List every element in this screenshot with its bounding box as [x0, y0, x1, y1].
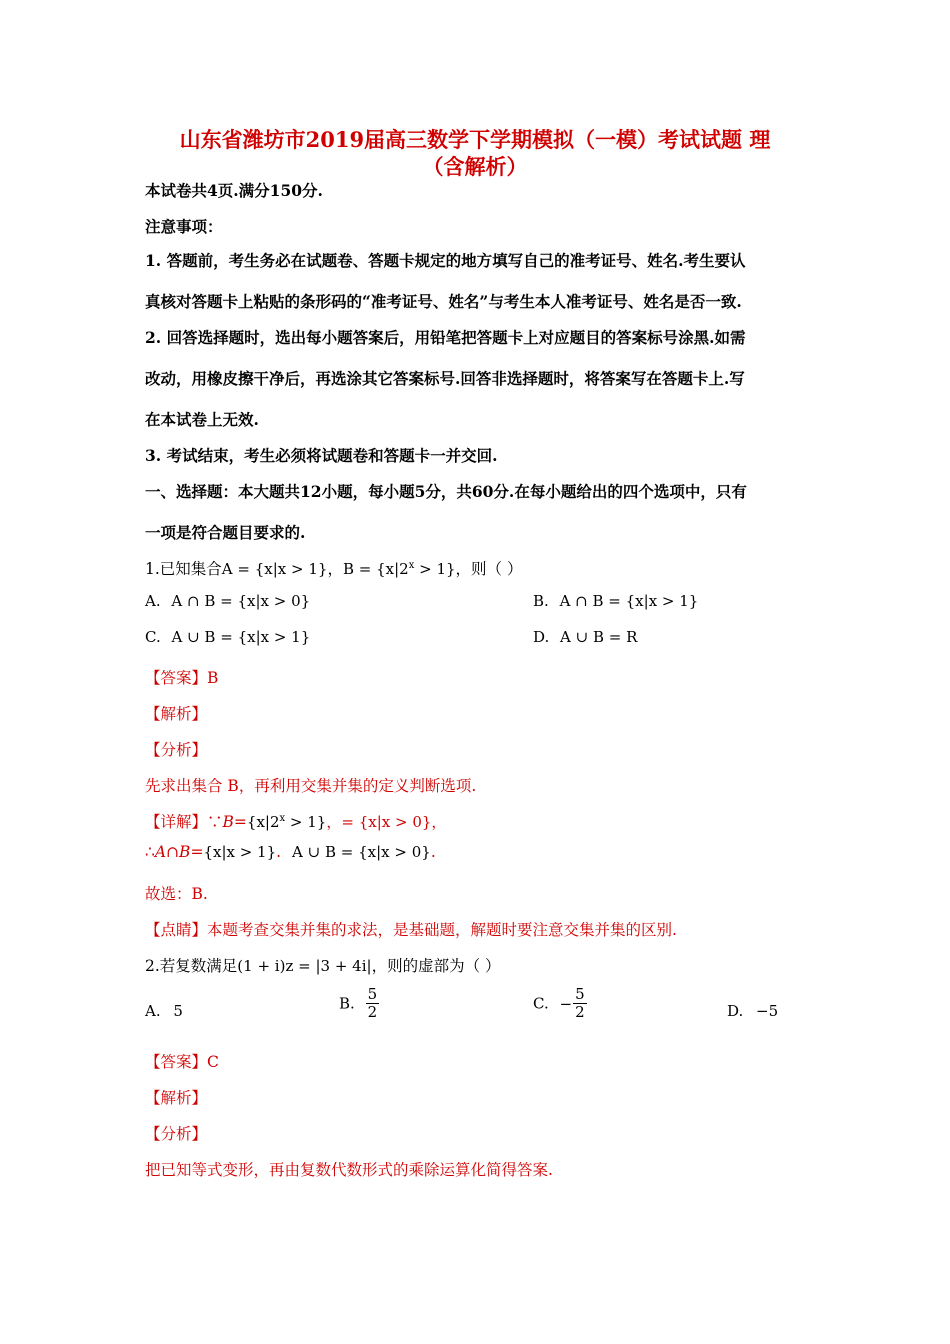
q1-option-a-label: A. [145, 592, 161, 610]
q1-detail-b: B= [222, 813, 247, 831]
notice-2-line-c: 在本试卷上无效. [145, 410, 259, 429]
q1-comment: 【点睛】本题考查交集并集的求法，是基础题，解题时要注意交集并集的区别. [145, 921, 677, 939]
q1-option-b-value: A ∩ B = {x|x > 1} [559, 592, 699, 610]
q1-detail-head: 【详解】∵ [145, 813, 223, 831]
q1-sep: ， [327, 560, 343, 578]
q1-set-b-post: > 1} [414, 560, 456, 578]
q1-set-a: A = {x|x > 1} [221, 560, 328, 578]
section-heading-line-a: 一、选择题：本大题共12小题，每小题5分，共60分.在每小题给出的四个选项中，只有 [145, 482, 747, 501]
section-heading-line-b: 一项是符合题目要求的. [145, 523, 306, 542]
q2-option-c-sign: − [559, 994, 573, 1013]
notice-2-line-a: 2. 回答选择题时，选出每小题答案后，用铅笔把答题卡上对应题目的答案标号涂黑.如需 [145, 328, 746, 347]
q2-option-b-denominator: 2 [367, 1003, 378, 1021]
q1-stem-pre: 1.已知集合 [145, 560, 222, 578]
q1-set-b-sup: x [408, 560, 415, 571]
q2-option-c-numerator: 5 [575, 985, 585, 1003]
q2-stem-pre: 2.若复数满足 [145, 957, 238, 975]
q1-choose: 故选：B. [145, 885, 208, 903]
q1-option-b [533, 592, 698, 610]
q2-option-a-value: 5 [173, 1002, 183, 1020]
q1-option-d-value: A ∪ B = R [560, 628, 638, 646]
q1-conclusion-anb: A∩B= [154, 843, 204, 861]
q1-detail-set-post: > 1} [285, 813, 327, 831]
q2-option-a [145, 1002, 183, 1020]
q2-option-a-label: A. [145, 1002, 161, 1020]
q2-option-b-fraction [366, 986, 380, 1021]
notice-2-line-b: 改动，用橡皮擦干净后，再选涂其它答案标号.回答非选择题时，将答案写在答题卡上.写 [145, 369, 745, 388]
q1-option-a [145, 592, 310, 610]
q1-option-d [533, 628, 637, 646]
q1-breakdown-text: 先求出集合 B，再利用交集并集的定义判断选项. [145, 777, 477, 795]
q1-analysis-label: 【解析】 [145, 705, 208, 723]
document-title: 山东省潍坊市2019届高三数学下学期模拟（一模）考试试题 理 [179, 127, 771, 152]
q1-option-b-label: B. [533, 592, 549, 610]
q1-stem-post: ，则（ ） [455, 560, 523, 578]
q2-option-c [533, 986, 587, 1021]
q2-option-c-fraction [573, 986, 587, 1021]
q2-option-c-denominator: 2 [575, 1003, 585, 1021]
q2-answer: 【答案】C [145, 1053, 219, 1071]
document-subtitle: （含解析） [422, 154, 528, 179]
q2-option-b-numerator: 5 [367, 985, 378, 1003]
q2-stem-post: ，则的虚部为（ ） [371, 957, 501, 975]
q2-breakdown-label: 【分析】 [145, 1125, 208, 1143]
q2-breakdown-text: 把已知等式变形，再由复数代数形式的乘除运算化简得答案. [145, 1161, 553, 1179]
q1-conclusion-end: . [430, 843, 436, 861]
q1-detail [145, 810, 446, 832]
q1-answer: 【答案】B [145, 669, 219, 687]
q1-conclusion [145, 843, 436, 861]
q1-detail-set-sup: x [279, 813, 286, 824]
q2-equation: (1 + i)z = |3 + 4i| [237, 957, 372, 975]
notice-1-line-a: 1. 答题前，考生务必在试题卷、答题卡规定的地方填写自己的准考证号、姓名.考生要认 [145, 251, 746, 270]
q2-option-d [727, 1002, 778, 1020]
intro-pages: 本试卷共4页.满分150分. [145, 181, 323, 200]
q1-breakdown-label: 【分析】 [145, 741, 208, 759]
q1-detail-mid: ，= {x|x > 0}， [326, 813, 447, 831]
q1-option-c [145, 628, 310, 646]
notice-3: 3. 考试结束，考生必须将试题卷和答题卡一并交回. [145, 446, 498, 465]
q1-option-c-value: A ∪ B = {x|x > 1} [171, 628, 311, 646]
question-2-stem [145, 954, 501, 976]
q1-option-a-value: A ∩ B = {x|x > 0} [171, 592, 311, 610]
q1-conclusion-set: {x|x > 1} [203, 843, 277, 861]
q2-analysis-label: 【解析】 [145, 1089, 208, 1107]
q2-option-d-label: D. [727, 1002, 744, 1020]
q2-option-b [339, 986, 379, 1021]
q1-conclusion-aub: A ∪ B = {x|x > 0} [292, 843, 431, 861]
q1-set-b-pre: B = {x|2 [342, 560, 409, 578]
q1-conclusion-dot: . [276, 843, 282, 861]
q1-option-c-label: C. [145, 628, 161, 646]
q2-option-c-label: C. [533, 994, 549, 1013]
q2-option-d-value: −5 [756, 1002, 779, 1020]
question-1-stem [145, 557, 522, 579]
q1-option-d-label: D. [533, 628, 550, 646]
notice-1-line-b: 真核对答题卡上粘贴的条形码的“准考证号、姓名”与考生本人准考证号、姓名是否一致. [145, 292, 742, 311]
q2-option-b-label: B. [339, 994, 355, 1013]
q1-set-b [343, 560, 456, 578]
q1-detail-set [247, 813, 326, 831]
q1-detail-set-pre: {x|2 [246, 813, 280, 831]
notice-heading: 注意事项： [145, 217, 223, 236]
q1-conclusion-head: ∴ [145, 843, 155, 861]
